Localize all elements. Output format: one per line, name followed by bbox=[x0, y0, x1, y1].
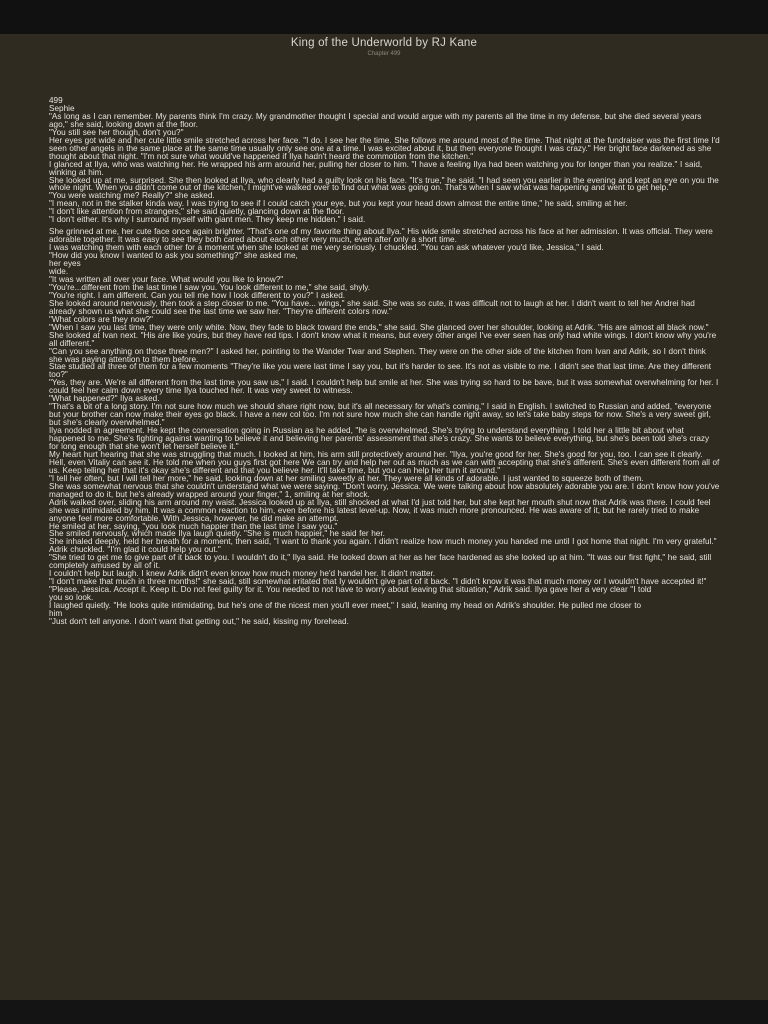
paragraph: "As long as I can remember. My parents think I'm crazy. My grandmother thought I special and would argue with my parents all the time in my defense, but she died several years ago," she said, looking down at the floor. bbox=[49, 111, 704, 129]
paragraph: I glanced at Ilya, who was watching her. He wrapped his arm around her, pulling her closer to him. "I have a feeling Ilya had been watching you for longer than you realize." I said, winking at him. bbox=[49, 159, 705, 177]
paragraph: "You're...different from the last time I saw you. You look different to me," she said, shyly. bbox=[49, 282, 371, 292]
bottom-bar bbox=[0, 1000, 768, 1024]
chapter-text bbox=[49, 97, 721, 626]
paragraph: "What colors are they now?" bbox=[49, 314, 153, 324]
paragraph: "That's a bit of a long story. I'm not sure how much we should share right now, but it's all necessary for what's coming," I said in English. I switched to Russian and added, "everyone but your brother can now make their eyes go black. I have a new col too. I'm not sure how much she can handle right away, so let's take baby steps for now. She's a very sweet girl, but she's clearly overwhelmed." bbox=[49, 402, 714, 428]
paragraph: Ilya nodded in agreement. He kept the conversation going in Russian as he added, "he is overwhelmed. She's trying to understand everything. I told her a little bit about what happened to me. She's fighting against wanting to believe it and believing her parents' assessment that she's crazy. She wants to believe everything, but she's been told she's crazy for long enough that she won't let herself believe it." bbox=[49, 426, 712, 451]
paragraph: "You were watching me? Really?" she asked. bbox=[49, 191, 215, 201]
paragraph: He smiled at her, saying, "you look much happier than the last time I saw you." bbox=[49, 521, 338, 531]
paragraph: I was watching them with each other for a moment when she looked at me very seriously. I chuckled. "You can ask whatever you'd like, Jessica," I said. bbox=[49, 243, 604, 253]
paragraph: "Please, Jessica. Accept it. Keep it. Do not feel guilty for it. You needed to not have to worry about leaving that situation," Adrik said. Ilya gave her a very clear "I told bbox=[49, 585, 652, 595]
paragraph: "You're right. I am different. Can you tell me how I look different to you?" I asked. bbox=[49, 290, 346, 300]
paragraph: She smiled nervously, which made Ilya laugh quietly. "She is much happier," he said fer her. bbox=[49, 529, 385, 539]
text-section-2 bbox=[49, 228, 721, 626]
reader-page[interactable] bbox=[0, 34, 768, 1000]
paragraph: "I don't like attention from strangers," she said quietly, glancing down at the floor. bbox=[49, 207, 345, 217]
chapter-number: 499 bbox=[49, 96, 63, 105]
paragraph: "When I saw you last time, they were only white. Now, they fade to black toward the ends," she said. She glanced over her shoulder, looking at Adrik. "His are almost all black now." She looked at Ivan next. "His are like yours, but they have red tips. I don't know what it means, but every other angel I've ever seen has only had white wings. I don't know why you're all different." bbox=[49, 322, 719, 348]
paragraph: "Can you see anything on those three men?" I asked her, pointing to the Wander Twar and Stephen. They were on the other side of the kitchen from Ivan and Adrik, so I don't think she was paying attention to them before. bbox=[49, 346, 709, 364]
paragraph: "I mean, not in the stalker kinda way. I was trying to see if I could catch your eye, but you kept your head down almost the entire time," he said, smiling at her. bbox=[49, 199, 628, 209]
paragraph: Stae studied all three of them for a few moments "They're like you were last time I say you, but it's harder to see. It's not as visible to me. I didn't see that last time. Are they different too?" bbox=[49, 362, 714, 380]
chapter-label: Chapter 499 bbox=[367, 51, 401, 57]
paragraph: Adrik chuckled. "I'm glad it could help you out." bbox=[49, 545, 221, 555]
paragraph: wide. bbox=[49, 267, 69, 277]
book-title: King of the Underworld by RJ Kane bbox=[290, 37, 478, 49]
paragraph: She looked up at me, surprised. She then looked at Ilya, who clearly had a guilty look on his face. "It's true," he said. "I had seen you earlier in the evening and kept an eye on you the whole night. When you didn't come out of the kitchen, I might've walked over to find out what was going on. That's when I saw what was happening and went to get help." bbox=[49, 175, 722, 193]
paragraph: "I don't either. It's why I surround myself with giant men. They keep me hidden." I said. bbox=[49, 215, 366, 225]
paragraph: Her eyes got wide and her cute little smile stretched across her face. "I do. I see her the time. She follows me around most of the time. That night at the fundraiser was the first time I'd seen other angels in the same place at the same time usually only see one at a time. I was excited about it, but then everyone thought I was crazy." Her bright face darkened as she thought about that night. "I'm not sure what would've happened if Ilya hadn't heard the commotion from the kitchen." bbox=[49, 135, 723, 161]
paragraph: "What happened?" Ilya asked. bbox=[49, 394, 160, 404]
paragraph: "It was written all over your face. What would you like to know?" bbox=[49, 274, 284, 284]
paragraph: She grinned at me, her cute face once again brighter. "That's one of my favorite thing about Ilya." His wide smile stretched across his face at her admission. It was official. They were adorable together. It was easy to see they both cared about each other very much, even after only a short time. bbox=[49, 227, 716, 245]
paragraph: you so look. bbox=[49, 593, 94, 603]
paragraph: I couldn't help but laugh. I knew Adrik didn't even know how much money he'd handel her. It didn't matter. bbox=[49, 569, 436, 579]
paragraph: "You still see her though, don't you?" bbox=[49, 127, 184, 137]
paragraph: "How did you know I wanted to ask you something?" she asked me, bbox=[49, 251, 298, 261]
paragraph: She inhaled deeply, held her breath for a moment, then said, "I want to thank you again. I didn't realize how much money you handed me until I got home that night. I'm very grateful." bbox=[49, 537, 717, 547]
paragraph: I laughed quietly. "He looks quite intimidating, but he's one of the nicest men you'll ever meet," I said, leaning my head on Adrik's shoulder. He pulled me closer to bbox=[49, 601, 642, 611]
paragraph: her eyes bbox=[49, 259, 81, 269]
paragraph: "Yes, they are. We're all different from the last time you saw us," I said. I couldn't help but smile at her. She was trying so hard to be bave, but it was somewhat overwhelming for her. I could feel her calm down every time Ilya touched her. It was very sweet to witness. bbox=[49, 378, 721, 396]
paragraph: him bbox=[49, 609, 63, 618]
paragraph: "She tried to get me to give part of it back to you. I wouldn't do it," Ilya said. He looked down at her as her face hardened as she looked up at him. "It was our first fight," he said, still completely amused by all of it. bbox=[49, 553, 714, 571]
chapter-heading: Sephie bbox=[49, 103, 75, 113]
paragraph: My heart hurt hearing that she was struggling that much. I looked at him, his arm still protectively around her. "Ilya, you're good for her. She's good for you, too. I can see it clearly. Hell, even Vitaliy can see it. He told me when you guys first got here We can try and help her out as much as we can with accepting that she's different. She's even different from all of us. Keep telling her that it's okay she's different and that you believe her. It'll take time, but you can help her turn it around." bbox=[49, 449, 722, 475]
paragraph: "Just don't tell anyone. I don't want that getting out," he said, kissing my forehead. bbox=[49, 616, 349, 626]
top-bar bbox=[0, 0, 768, 34]
paragraph: She was somewhat nervous that she couldn't understand what we were saying. "Don't worry, Jessica. We were talking about how absolutely adorable you are. I don't know how you've managed to do it, but he's already wrapped around your finger," 1, smiling at her shock. bbox=[49, 481, 722, 499]
paragraph: She looked around nervously, then took a step closer to me. "You have... wings," she said. She was so cute, it was difficult not to laugh at her. I didn't want to tell her Andrei had already shown us what she could see the last time we saw her. "They're different colors now." bbox=[49, 298, 698, 316]
text-section-1 bbox=[49, 113, 721, 224]
paragraph: "I tell her often, but I will tell her more," he said, looking down at her smiling sweetly at her. They were all kinds of adorable. I just wanted to squeeze both of them. bbox=[49, 473, 644, 483]
paragraph: "I don't make that much in three months!" she said, still somewhat irritated that Iy wouldn't give part of it back. "I didn't know it was that much money or I wouldn't have accepted it!" bbox=[49, 577, 707, 587]
paragraph: Adrik walked over, sliding his arm around my waist. Jessica looked up at Ilya, still shocked at what I'd just told her, but she kept her mouth shut now that Adrik was there. I could feel she was intimidated by him. It was a common reaction to him, even before his latest level-up. Now, it was much more pronounced. He was aware of it, but he rarely tried to make anyone feel more comfortable. With Jessica, however, he did make an attempt. bbox=[49, 497, 714, 523]
